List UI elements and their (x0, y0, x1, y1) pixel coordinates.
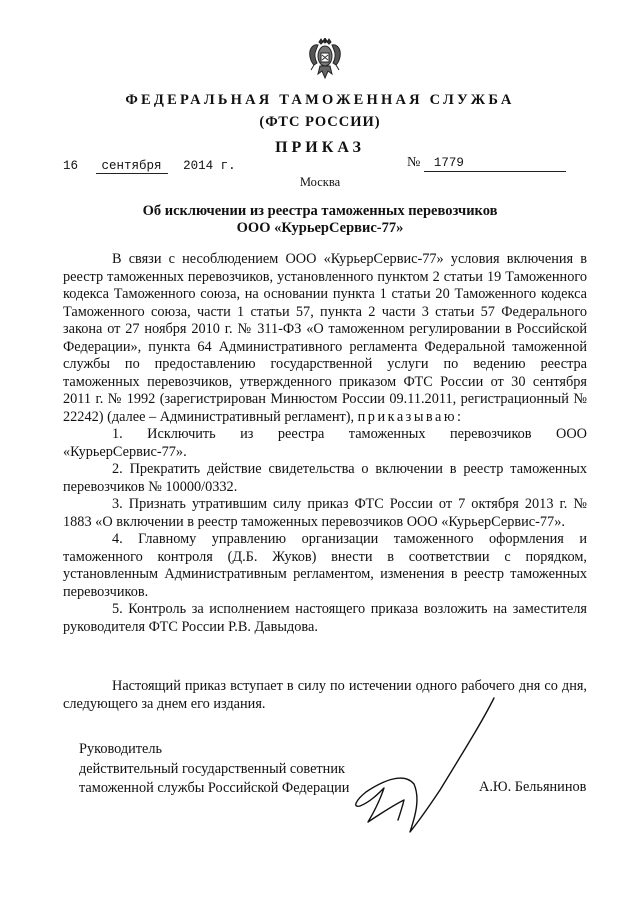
coat-of-arms-icon (308, 38, 342, 80)
signatory-name: А.Ю. Бельянинов (479, 779, 587, 795)
organization-name: ФЕДЕРАЛЬНАЯ ТАМОЖЕННАЯ СЛУЖБА (125, 92, 515, 108)
list-item: 5. Контроль за исполнением настоящего приказа возложить на заместителя руководителя ФТС России Р.В. Давыдова. (63, 601, 587, 635)
position-line-2: действительный государственный советник (79, 760, 345, 777)
preamble-paragraph (63, 251, 587, 426)
title-line-1: Об исключении из реестра таможенных перевозчиков (142, 203, 498, 219)
date-day: 16 (63, 159, 79, 173)
document-type: ПРИКАЗ (275, 139, 365, 156)
list-item: 3. Признать утратившим силу приказ ФТС России от 7 октября 2013 г. № 1883 «О включении в реестр таможенных перевозчиков ООО «КурьерСервис-77». (63, 496, 587, 530)
position-line-3: таможенной службы Российской Федерации (79, 780, 350, 796)
signatory-position (79, 740, 349, 799)
list-item: 2. Прекратить действие свидетельства о включении в реестр таможенных перевозчиков № 10000/0332. (63, 461, 587, 495)
document-title (0, 203, 640, 237)
order-number (407, 155, 566, 172)
document-body (63, 251, 587, 636)
number-value: 1779 (424, 156, 566, 172)
order-date (63, 159, 236, 174)
effective-date-paragraph (63, 678, 587, 713)
number-sign: № (407, 155, 421, 170)
date-year: 2014 г. (183, 159, 236, 173)
position-line-1: Руководитель (79, 741, 163, 757)
preamble-text: В связи с несоблюдением ООО «КурьерСервис-77» условия включения в реестр таможенных перевозчиков, установленного пунктом 2 статьи 19 Таможенного кодекса Таможенного союза, на основании пункта 1 статьи 20 Таможенного кодекса Таможенного союза, части 1 статьи 57, пункта 2 части 3 статьи 57 Федерального закона от 27 ноября 2010 г. № 311-ФЗ «О таможенном регулировании в Российской Федерации», пункта 64 Административного регламента Федеральной таможенной службы по предоставлению государственной услуги по ведению реестра таможенных перевозчиков, утвержденного приказом ФТС России от 30 сентября 2011 г. № 1992 (зарегистрирован Минюстом России 09.11.2011, регистрационный № 22242) (далее – Административный регламент), (63, 251, 587, 425)
list-item: 1. Исключить из реестра таможенных перевозчиков ООО «КурьерСервис-77». (63, 426, 587, 460)
title-line-2: ООО «КурьерСервис-77» (236, 220, 404, 236)
city: Москва (299, 175, 341, 189)
date-month: сентября (96, 160, 168, 174)
order-word: приказываю: (357, 408, 464, 425)
list-item: 4. Главному управлению организации таможенного оформления и таможенного контроля (Д.Б. Жуков) внести в соответствии с порядком, установленным Административным регламентом, изменения в реестр таможенных перевозчиков. (63, 531, 587, 600)
organization-short-name: (ФТС РОССИИ) (259, 114, 381, 130)
final-text: Настоящий приказ вступает в силу по истечении одного рабочего дня со дня, следующего за днем его издания. (63, 678, 587, 712)
